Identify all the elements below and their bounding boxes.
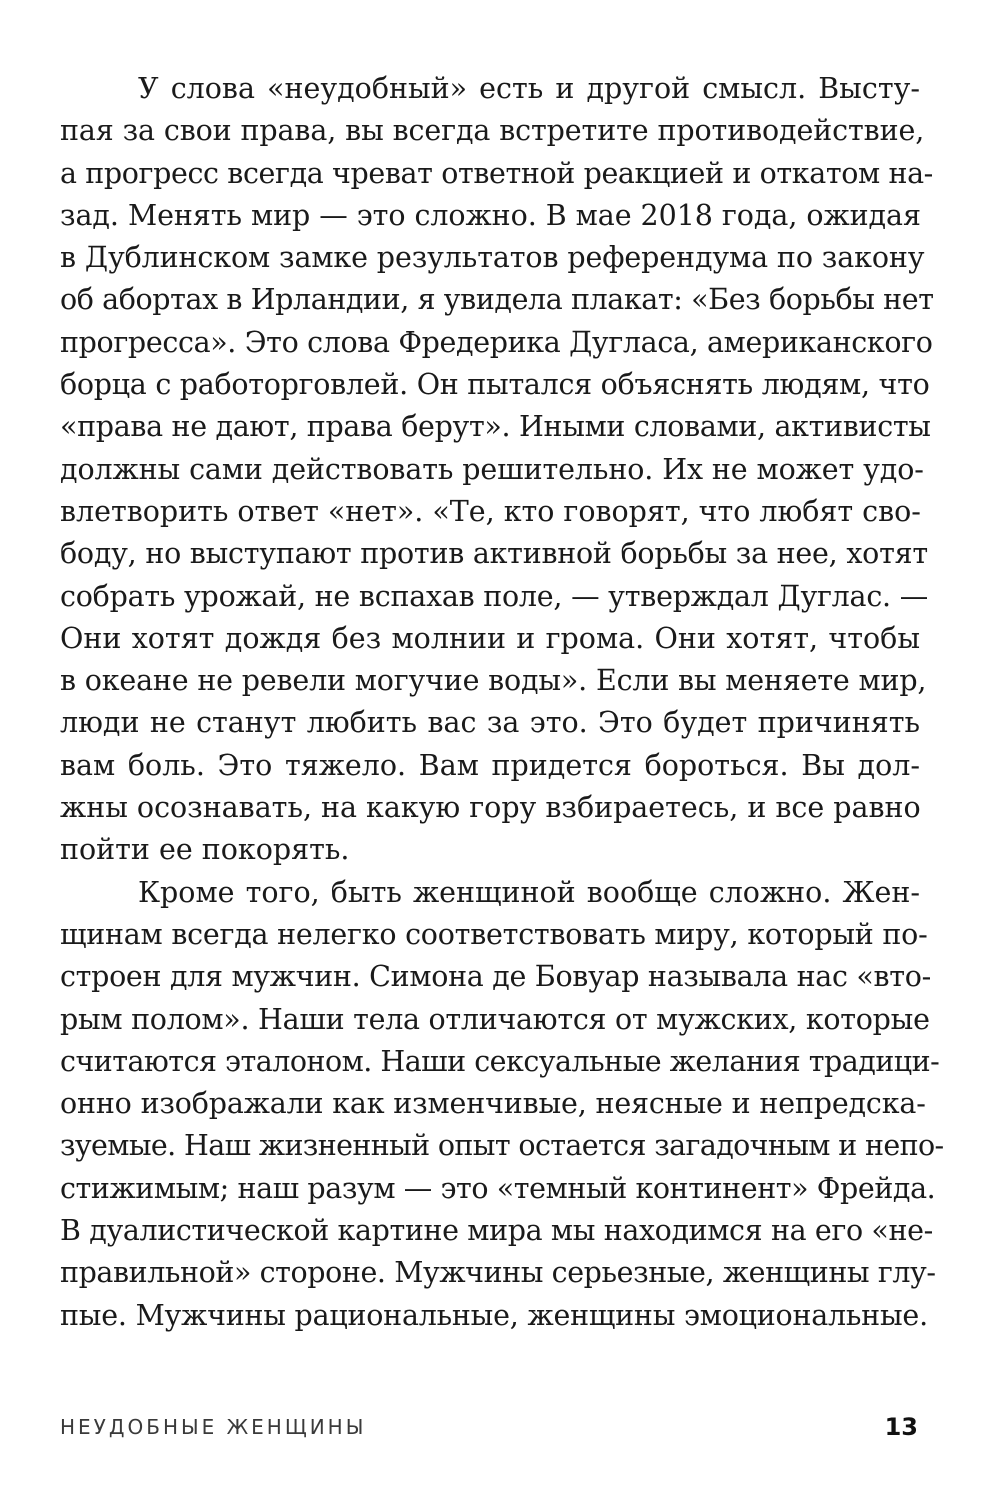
text-line: прогресса». Это слова Фредерика Дугласа, американского xyxy=(60,325,933,359)
paragraph-2 xyxy=(60,872,944,1337)
text-line: У слова «неудобный» есть и другой смысл. Высту- xyxy=(138,72,920,105)
text-line: В дуалистической картине мира мы находимся на его «не- xyxy=(60,1214,933,1248)
text-line: онно изображали как изменчивые, неясные и непредска- xyxy=(60,1087,926,1121)
text-line: боду, но выступают против активной борьбы за нее, хотят xyxy=(60,537,928,571)
text-line: жны осознавать, на какую гору взбираетесь, и все равно xyxy=(60,791,921,825)
body-text xyxy=(60,68,944,1337)
paragraph-1 xyxy=(60,68,934,872)
text-line: борца с работорговлей. Он пытался объяснять людям, что xyxy=(60,368,930,402)
text-line: стижимым; наш разум — это «темный континент» Фрейда. xyxy=(60,1171,936,1205)
running-head: НЕУДОБНЫЕ ЖЕНЩИНЫ xyxy=(60,1415,367,1439)
text-line: пая за свои права, вы всегда встретите противодействие, xyxy=(60,114,925,148)
text-line: «права не дают, права берут». Иными словами, активисты xyxy=(60,410,931,444)
text-line: считаются эталоном. Наши сексуальные желания традици- xyxy=(60,1044,940,1078)
page-footer xyxy=(60,1412,918,1452)
text-line: рым полом». Наши тела отличаются от мужских, которые xyxy=(60,1002,930,1036)
text-line: строен для мужчин. Симона де Бовуар называла нас «вто- xyxy=(60,960,931,994)
text-line: пойти ее покорять. xyxy=(60,833,350,867)
text-line: влетворить ответ «нет». «Те, кто говорят, что любят сво- xyxy=(60,494,921,528)
text-line: в океане не ревели могучие воды». Если вы меняете мир, xyxy=(60,664,927,698)
text-line: Кроме того, быть женщиной вообще сложно. Жен- xyxy=(138,875,920,909)
text-line: люди не станут любить вас за это. Это будет причинять xyxy=(60,706,920,740)
text-line: правильной» стороне. Мужчины серьезные, женщины глу- xyxy=(60,1256,936,1290)
text-line: пые. Мужчины рациональные, женщины эмоциональные. xyxy=(60,1298,928,1332)
text-line: в Дублинском замке результатов референдума по закону xyxy=(60,241,925,275)
text-line: вам боль. Это тяжело. Вам придется бороться. Вы дол- xyxy=(60,748,920,782)
text-line: щинам всегда нелегко соответствовать миру, который по- xyxy=(60,917,928,951)
text-line: об абортах в Ирландии, я увидела плакат: «Без борьбы нет xyxy=(60,283,934,317)
text-line: зад. Менять мир — это сложно. В мае 2018 года, ожидая xyxy=(60,198,921,232)
text-line: Они хотят дождя без молнии и грома. Они хотят, чтобы xyxy=(60,621,920,655)
page-number: 13 xyxy=(884,1413,918,1441)
text-line: собрать урожай, не вспахав поле, — утверждал Дуглас. — xyxy=(60,579,928,613)
text-line: зуемые. Наш жизненный опыт остается загадочным и непо- xyxy=(60,1129,944,1163)
text-line: должны сами действовать решительно. Их не может удо- xyxy=(60,452,924,486)
text-line: а прогресс всегда чреват ответной реакцией и откатом на- xyxy=(60,156,933,190)
